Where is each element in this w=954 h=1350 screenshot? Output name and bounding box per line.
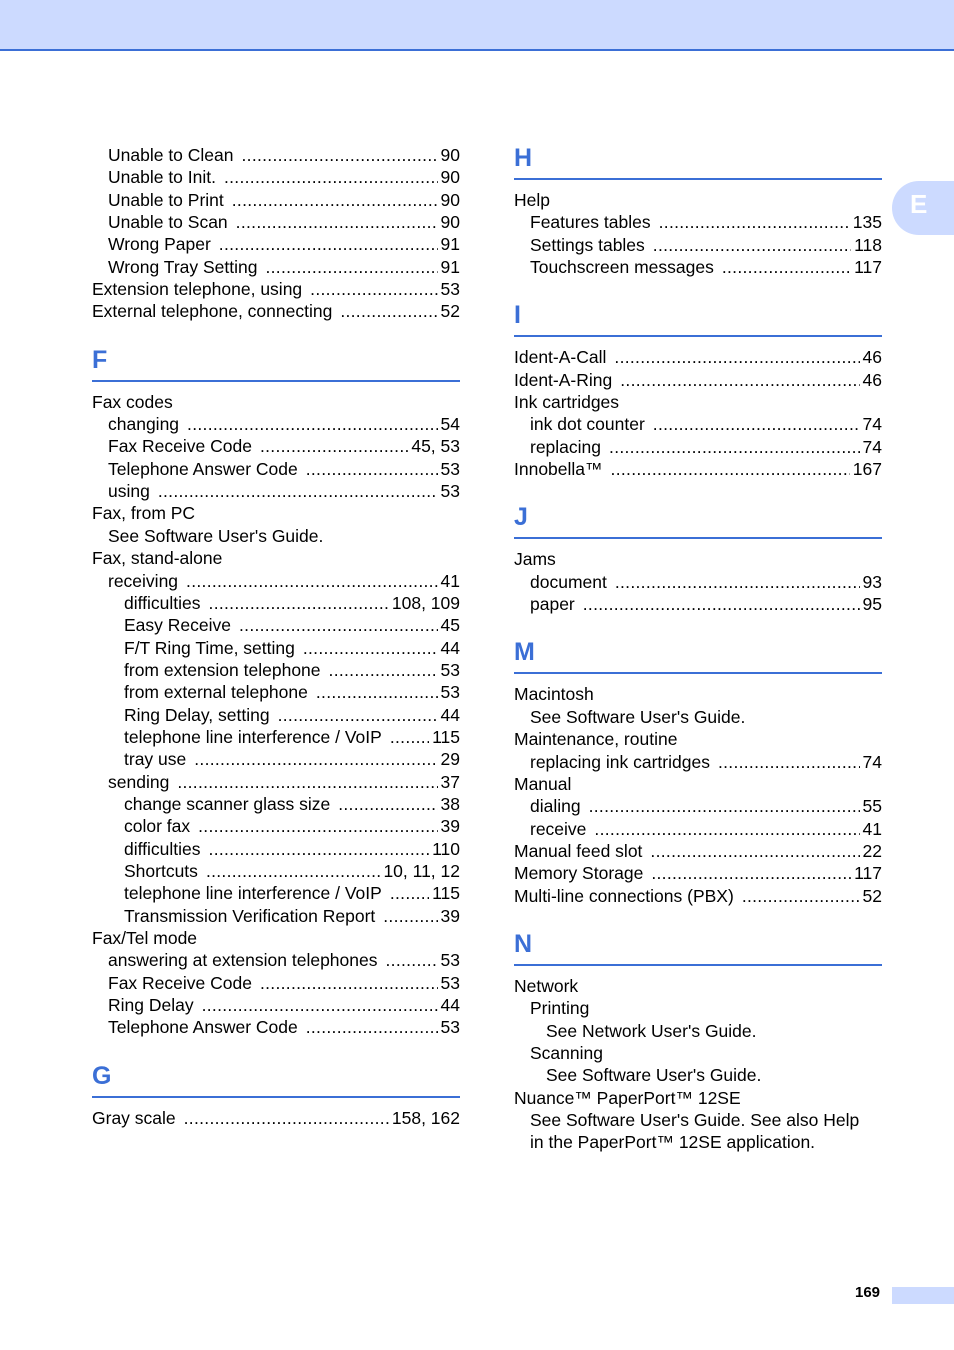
index-section — [514, 637, 882, 906]
index-entry-term: Shortcuts — [124, 860, 198, 881]
dot-leader — [232, 189, 438, 211]
index-entry-page: 52 — [440, 301, 460, 322]
index-entry-term: from external telephone — [124, 682, 308, 703]
index-entry-term: replacing — [530, 436, 602, 457]
dot-leader — [650, 840, 859, 862]
index-entry-term: F/T Ring Time, setting — [124, 637, 295, 658]
index-entry — [514, 997, 882, 1019]
index-entry — [514, 548, 882, 570]
index-entry-page: 44 — [440, 637, 460, 658]
index-entry-page: 53 — [440, 481, 460, 502]
index-entry — [92, 189, 460, 211]
header-bar — [0, 0, 954, 51]
index-entry-page: 46 — [862, 369, 882, 390]
dot-leader — [594, 818, 859, 840]
dot-leader — [651, 862, 851, 884]
index-entry-term: using — [108, 481, 150, 502]
section-letter-heading: J — [514, 502, 882, 539]
index-entry-term: Multi-line connections (PBX) — [514, 885, 734, 906]
index-entry-page: 37 — [440, 771, 460, 792]
index-entry-term: Manual feed slot — [514, 840, 643, 861]
dot-leader — [198, 815, 437, 837]
index-entry-term: See Network User's Guide. — [546, 1020, 757, 1041]
index-entry — [92, 659, 460, 681]
index-entry — [514, 391, 882, 413]
index-entry-page: 95 — [862, 594, 882, 615]
index-entry-term: in the PaperPort™ 12SE application. — [530, 1132, 816, 1153]
index-entry — [92, 300, 460, 322]
index-entry-term: Unable to Scan — [108, 212, 228, 233]
index-entry-term: Memory Storage — [514, 863, 644, 884]
index-entry-page: 52 — [862, 885, 882, 906]
index-entry-term: Wrong Tray Setting — [108, 256, 258, 277]
dot-leader — [158, 480, 438, 502]
index-section — [514, 143, 882, 278]
dot-leader — [653, 234, 851, 256]
index-entry-page: 44 — [440, 995, 460, 1016]
index-entry-page: 90 — [440, 167, 460, 188]
index-entry — [92, 144, 460, 166]
index-entry-term: changing — [108, 414, 180, 435]
index-entry-term: receive — [530, 818, 587, 839]
index-entry-term: dialing — [530, 796, 581, 817]
dot-leader — [583, 593, 860, 615]
index-entry-term: Extension telephone, using — [92, 279, 303, 300]
index-entry-page: 93 — [862, 571, 882, 592]
index-entry-page: 91 — [440, 234, 460, 255]
index-entry-term: Unable to Init. — [108, 167, 216, 188]
index-entry — [92, 927, 460, 949]
index-section — [92, 345, 460, 1039]
dot-leader — [265, 256, 437, 278]
index-entry-term: telephone line interference / VoIP — [124, 726, 382, 747]
index-entry — [514, 862, 882, 884]
index-entry — [92, 278, 460, 300]
index-entry-term: Manual — [514, 773, 572, 794]
index-entry-term: Nuance™ PaperPort™ 12SE — [514, 1087, 741, 1108]
dot-leader — [260, 435, 408, 457]
index-entry — [92, 391, 460, 413]
index-entry-term: Jams — [514, 549, 556, 570]
dot-leader — [742, 885, 860, 907]
index-entry — [92, 882, 460, 904]
dot-leader — [718, 751, 860, 773]
index-entry — [514, 593, 882, 615]
index-entry-page: 115 — [432, 726, 460, 747]
index-entry-term: Fax Receive Code — [108, 972, 252, 993]
index-entry — [92, 233, 460, 255]
index-entry-term: Ink cartridges — [514, 392, 620, 413]
index-entry — [514, 1042, 882, 1064]
index-entry — [92, 793, 460, 815]
index-entry — [514, 571, 882, 593]
index-entry-term: from extension telephone — [124, 659, 321, 680]
index-entry-term: answering at extension telephones — [108, 950, 378, 971]
index-entry-term: Fax, stand-alone — [92, 548, 223, 569]
dot-leader — [194, 748, 437, 770]
index-entry-term: document — [530, 571, 607, 592]
index-entry-term: Maintenance, routine — [514, 729, 678, 750]
index-entry — [92, 570, 460, 592]
index-entry — [514, 1020, 882, 1042]
dot-leader — [620, 369, 859, 391]
index-entry-page: 53 — [440, 659, 460, 680]
index-entry — [514, 885, 882, 907]
dot-leader — [239, 614, 438, 636]
index-entry-page: 167 — [852, 459, 882, 480]
index-entry-page: 38 — [440, 793, 460, 814]
dot-leader — [659, 211, 850, 233]
index-entry-page: 46 — [862, 347, 882, 368]
section-letter-heading: G — [92, 1061, 460, 1098]
index-entry-term: Touchscreen messages — [530, 257, 714, 278]
index-entry — [92, 905, 460, 927]
index-entry-page: 90 — [440, 189, 460, 210]
index-entry-term: Fax, from PC — [92, 503, 196, 524]
index-entry-page: 53 — [440, 682, 460, 703]
dot-leader — [609, 436, 860, 458]
dot-leader — [202, 994, 438, 1016]
index-entry-page: 55 — [862, 796, 882, 817]
index-entry-term: Ident-A-Ring — [514, 369, 613, 390]
index-entry — [92, 614, 460, 636]
index-entry — [92, 726, 460, 748]
index-entry-term: Unable to Clean — [108, 145, 234, 165]
index-entry-term: color fax — [124, 816, 191, 837]
index-entry — [92, 166, 460, 188]
index-entry — [92, 748, 460, 770]
index-sections-left — [92, 345, 460, 1129]
index-section — [514, 300, 882, 480]
index-entry — [514, 795, 882, 817]
index-entry-page: 45, 53 — [411, 436, 460, 457]
index-entry — [92, 637, 460, 659]
index-entry — [92, 1016, 460, 1038]
index-entry — [92, 949, 460, 971]
index-section — [92, 1061, 460, 1129]
page-number-bar — [892, 1287, 954, 1304]
index-entry-term: Ring Delay — [108, 995, 194, 1016]
index-entry — [514, 369, 882, 391]
index-entry-term: Fax codes — [92, 391, 173, 412]
section-letter-heading: F — [92, 345, 460, 382]
index-entry — [92, 994, 460, 1016]
index-entry-term: Gray scale — [92, 1107, 176, 1128]
dot-leader — [338, 793, 437, 815]
index-entry — [92, 435, 460, 457]
index-entry — [514, 1131, 882, 1153]
index-entry-term: External telephone, connecting — [92, 301, 333, 322]
index-entry-term: Fax/Tel mode — [92, 928, 198, 948]
dot-leader — [187, 413, 437, 435]
index-entry-page: 74 — [862, 751, 882, 772]
dot-leader — [611, 458, 850, 480]
index-entry-term: paper — [530, 594, 575, 615]
index-entry — [514, 458, 882, 480]
dot-leader — [615, 571, 860, 593]
index-column-right — [514, 143, 882, 1154]
dot-leader — [242, 144, 438, 166]
page-number: 169 — [855, 1284, 881, 1301]
dot-leader — [386, 949, 438, 971]
index-entry-term: See Software User's Guide. — [108, 525, 324, 546]
index-sections-right — [514, 143, 882, 1154]
index-entry-term: Innobella™ — [514, 459, 603, 480]
index-entry — [92, 681, 460, 703]
index-entry-page: 90 — [440, 212, 460, 233]
index-entry-term: Ident-A-Call — [514, 347, 607, 368]
index-entry — [92, 704, 460, 726]
index-section — [514, 502, 882, 615]
index-entry — [514, 1109, 882, 1131]
dot-leader — [260, 972, 438, 994]
index-entry-page: 74 — [862, 414, 882, 435]
index-entry-term: Printing — [530, 998, 590, 1019]
dot-leader — [224, 166, 438, 188]
index-entry — [92, 592, 460, 614]
index-entry-term: telephone line interference / VoIP — [124, 883, 382, 904]
index-entry-term: change scanner glass size — [124, 793, 331, 814]
dot-leader — [316, 681, 438, 703]
index-entry — [92, 525, 460, 547]
index-entry-term: Macintosh — [514, 684, 594, 705]
index-entry-page: 117 — [854, 863, 882, 884]
index-continued-entries — [92, 144, 460, 323]
index-entry — [92, 838, 460, 860]
dot-leader — [278, 704, 438, 726]
index-entry — [92, 815, 460, 837]
index-entry — [514, 234, 882, 256]
dot-leader — [653, 413, 860, 435]
dot-leader — [722, 256, 851, 278]
index-entry-term: ink dot counter — [530, 414, 645, 435]
index-entry — [92, 771, 460, 793]
index-entry — [514, 773, 882, 795]
index-entry — [514, 413, 882, 435]
index-entry-page: 22 — [862, 840, 882, 861]
index-entry-term: Ring Delay, setting — [124, 704, 270, 725]
index-entry — [92, 972, 460, 994]
index-section — [514, 929, 882, 1154]
index-entry-term: Settings tables — [530, 234, 645, 255]
index-entry — [92, 413, 460, 435]
dot-leader — [614, 346, 859, 368]
index-entry — [92, 480, 460, 502]
section-letter-heading: I — [514, 300, 882, 337]
index-entry — [92, 502, 460, 524]
index-entry — [514, 683, 882, 705]
dot-leader — [236, 211, 438, 233]
index-entry-page: 53 — [440, 279, 460, 300]
index-entry-term: Telephone Answer Code — [108, 458, 298, 479]
index-entry-term: Help — [514, 190, 550, 210]
index-entry — [514, 1087, 882, 1109]
dot-leader — [589, 795, 860, 817]
index-entry-term: Fax Receive Code — [108, 436, 252, 457]
index-entry — [92, 547, 460, 569]
index-entry — [514, 346, 882, 368]
index-entry-term: receiving — [108, 570, 179, 591]
index-entry-page: 53 — [440, 972, 460, 993]
index-entry-page: 45 — [440, 615, 460, 636]
index-entry-term: difficulties — [124, 592, 201, 613]
dot-leader — [306, 1016, 438, 1038]
index-entry-page: 53 — [440, 1017, 460, 1038]
index-entry — [514, 975, 882, 997]
index-entry-page: 135 — [852, 212, 882, 233]
index-entry-page: 108, 109 — [391, 592, 460, 613]
index-entry-page: 53 — [440, 458, 460, 479]
index-entry-page: 44 — [440, 704, 460, 725]
index-entry — [514, 211, 882, 233]
dot-leader — [310, 278, 437, 300]
dot-leader — [186, 570, 437, 592]
section-letter-heading: N — [514, 929, 882, 966]
index-entry — [92, 458, 460, 480]
dot-leader — [383, 905, 437, 927]
index-entry-term: Easy Receive — [124, 615, 231, 636]
index-entry-page: 115 — [432, 883, 460, 904]
chapter-tab-letter: E — [910, 189, 928, 219]
index-entry-page: 39 — [440, 905, 460, 926]
dot-leader — [303, 637, 438, 659]
index-entry — [514, 436, 882, 458]
index-entry-term: Features tables — [530, 212, 651, 233]
index-entry-page: 110 — [432, 838, 460, 859]
index-entry-term: Wrong Paper — [108, 234, 211, 255]
index-entry-page: 158, 162 — [391, 1107, 460, 1128]
dot-leader — [219, 233, 438, 255]
dot-leader — [329, 659, 438, 681]
index-entry — [92, 256, 460, 278]
index-entry-term: Scanning — [530, 1042, 603, 1063]
index-entry-term: Unable to Print — [108, 189, 224, 210]
dot-leader — [209, 838, 430, 860]
index-entry — [514, 1064, 882, 1086]
index-entry-page: 90 — [440, 145, 460, 165]
index-entry — [514, 189, 882, 211]
index-entry-term: replacing ink cartridges — [530, 751, 710, 772]
index-entry-page: 41 — [440, 570, 460, 591]
index-entry — [514, 706, 882, 728]
index-entry-page: 91 — [440, 256, 460, 277]
index-entry-page: 29 — [440, 749, 460, 770]
index-entry — [514, 818, 882, 840]
index-entry — [514, 840, 882, 862]
dot-leader — [184, 1107, 389, 1129]
dot-leader — [209, 592, 389, 614]
index-column-left — [92, 144, 460, 1129]
index-entry-term: Network — [514, 975, 579, 996]
index-entry-page: 39 — [440, 816, 460, 837]
index-entry-term: difficulties — [124, 838, 201, 859]
index-entry-term: Telephone Answer Code — [108, 1017, 298, 1038]
index-entry-term: tray use — [124, 749, 187, 770]
index-entry-term: Transmission Verification Report — [124, 905, 376, 926]
index-entry — [514, 256, 882, 278]
index-entry — [92, 1107, 460, 1129]
index-entry-page: 10, 11, 12 — [383, 860, 460, 881]
chapter-tab — [892, 181, 954, 235]
dot-leader — [340, 300, 437, 322]
index-entry — [92, 211, 460, 233]
index-entry-term: See Software User's Guide. — [530, 706, 746, 727]
index-entry — [514, 751, 882, 773]
section-letter-heading: H — [514, 143, 882, 180]
index-entry-term: See Software User's Guide. See also Help — [530, 1109, 860, 1130]
index-entry-page: 117 — [854, 257, 882, 278]
dot-leader — [390, 882, 429, 904]
index-entry-page: 74 — [862, 436, 882, 457]
index-entry — [92, 860, 460, 882]
section-letter-heading: M — [514, 637, 882, 674]
index-entry — [514, 728, 882, 750]
index-entry-page: 54 — [440, 414, 460, 435]
dot-leader — [390, 726, 429, 748]
dot-leader — [177, 771, 437, 793]
index-entry-page: 53 — [440, 950, 460, 971]
dot-leader — [206, 860, 381, 882]
index-entry-term: sending — [108, 771, 170, 792]
index-entry-page: 118 — [854, 234, 882, 255]
dot-leader — [306, 458, 438, 480]
index-entry-page: 41 — [862, 818, 882, 839]
index-entry-term: See Software User's Guide. — [546, 1065, 762, 1086]
